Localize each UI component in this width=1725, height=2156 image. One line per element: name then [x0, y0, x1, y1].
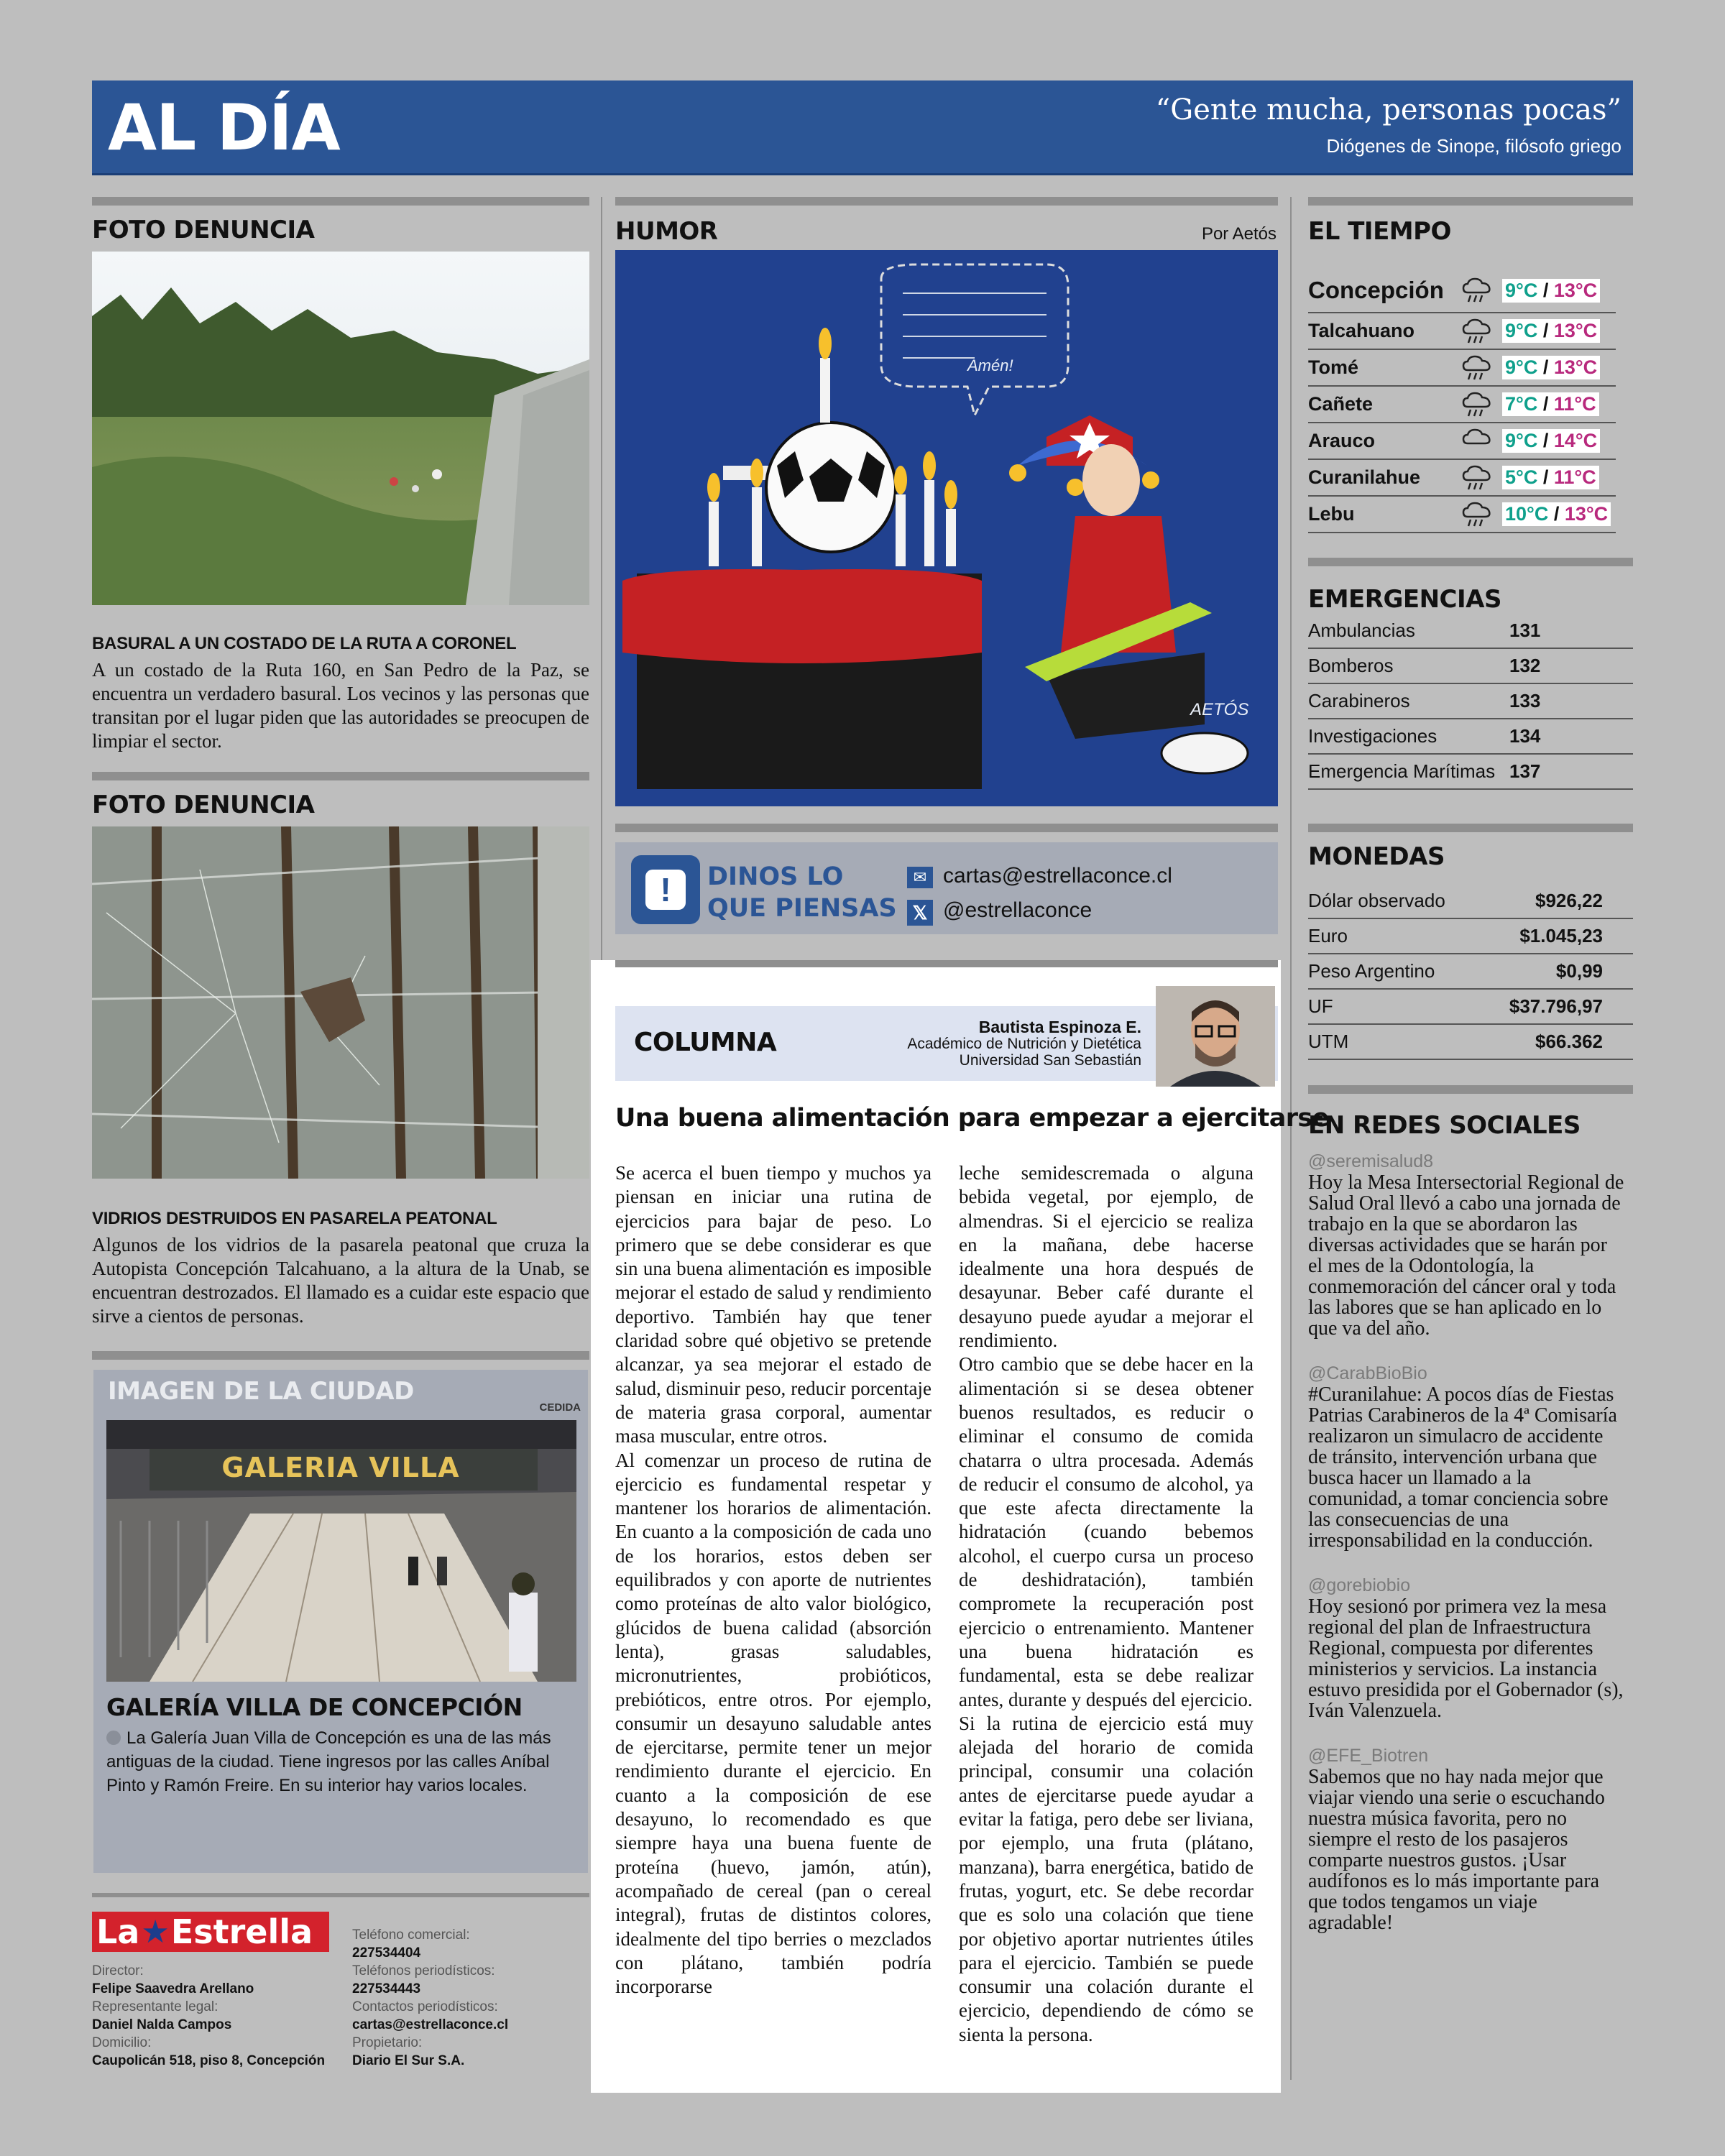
columna-headline: Una buena alimentación para empezar a ejercitarse [615, 1104, 1329, 1133]
temp-max: 11°C [1553, 393, 1596, 415]
emergency-row [1308, 755, 1633, 790]
emergency-row [1308, 719, 1633, 755]
temp-min: 7°C [1505, 393, 1538, 415]
foto2-photo [92, 826, 589, 1179]
rule [92, 772, 589, 780]
social-post [1308, 1151, 1624, 1339]
weather-temp [1502, 279, 1600, 303]
temp-min: 9°C [1505, 320, 1538, 341]
currency-row [1308, 990, 1633, 1025]
author-photo [1156, 986, 1275, 1087]
weather-row [1308, 460, 1616, 497]
humor-byline: Por Aetós [1201, 224, 1276, 244]
temp-max: 13°C [1553, 320, 1598, 341]
rule [1308, 558, 1633, 566]
emergency-name: Ambulancias [1308, 619, 1415, 641]
rain-cloud-icon [1452, 391, 1502, 418]
columna-header [615, 1006, 1278, 1081]
star-icon: ★ [141, 1914, 170, 1950]
rain-cloud-icon [1452, 318, 1502, 345]
foto2-caption-body: Algunos de los vidrios de la pasarela peatonal que cruza la Autopista Concepción Talcahuano, a la altura de la Unab, se encuentran destrozados. El llamado es a cuidar este espacio que sirve a cientos de personas. [92, 1234, 589, 1327]
weather-temp [1502, 429, 1600, 453]
weather-row [1308, 423, 1616, 460]
masthead-right: Teléfono comercial: 227534404 Teléfonos periodísticos: 227534443 Contactos periodísticos: cartas@estrellaconce.cl Propietario: Diario El Sur S.A. [352, 1927, 509, 2068]
columna-col1: Se acerca el buen tiempo y muchos ya piensan en iniciar una rutina de ejercicios para bajar de peso. Lo primero que se debe considerar es que sin una buena alimentación es imposible mejorar el estado de salud y rendimiento deportivo. También hay que tener claridad sobre qué objetivo se pretende alcanzar, ya sea mejorar el estado de salud, disminuir peso, reducir porcentaje de materia grasa corporal, aumentar masa muscular, entre otros. Al comenzar un proceso de rutina de ejercicio es fundamental respetar y mantener los horarios de alimentación. En cuanto a la composición de cada uno de los horarios, estos deben ser equilibrados y con aporte de nutrientes como proteínas de alto valor biológico, glúcidos de buena calidad (absorción lenta), grasas saludables, micronutrientes, probióticos, prebióticos, entre otros. Por ejemplo, consumir un desayuno saludable antes de ejercitarse, permite tener un mejor rendimiento durante el ejercicio. En cuanto a la composición de ese desayuno, lo recomendado es que siempre haya una buena fuente de proteína (huevo, jamón, atún), acompañado de cereal (pan o cereal integral), frutas de distintos colores, idealmente del tipo berries o mezclados con plátano, también podría incorporarse [615, 1162, 932, 1998]
weather-temp [1502, 319, 1600, 343]
social-handle: @gorebiobio [1308, 1575, 1411, 1595]
currency-value: $1.045,23 [1519, 925, 1603, 946]
temp-min: 5°C [1505, 466, 1538, 488]
ciudad-box [93, 1370, 588, 1873]
columna-col2: leche semidescremada o alguna bebida vegetal, por ejemplo, de almendras. Si el ejercicio se realiza en la mañana, debe hacerse idealmente una hora después de desayunar. Beber café durante el desayuno puede ayudar a mejorar el rendimiento. Otro cambio que se debe hacer en la alimentación si se desea obtener buenos resultados, es reducir o eliminar el consumo de comida chatarra o ultra procesada. Además de reducir el consumo de alcohol, ya que este afecta directamente la hidratación (cuando bebemos alcohol, el cuerpo cursa un proceso de deshidratación), también compromete la recuperación post ejercicio o entrenamiento. Mantener una buena hidratación es fundamental, esta se debe realizar antes, durante y después del ejercicio. Si la rutina de ejercicio está muy alejada del horario de comida principal, consumir una colación antes de ejercitarse puede ayudar a evitar la fatiga, pero debe ser liviana, por ejemplo, una fruta (plátano, manzana), barra energética, batido de frutas, yogurt, etc. Se debe recordar que es solo una colación que tiene por objetivo aportar nutrientes útiles para el ejercicio. También se puede consumir una colación durante el ejercicio, dependiendo de cómo se sienta la persona. [959, 1162, 1254, 2045]
header-quote: “Gente mucha, personas pocas” [1155, 93, 1622, 126]
foto1-section-title: FOTO DENUNCIA [92, 216, 315, 244]
emergency-name: Emergencia Marítimas [1308, 760, 1496, 782]
temp-max: 14°C [1553, 430, 1598, 451]
social-post [1308, 1746, 1624, 1933]
tiempo-section-title: EL TIEMPO [1308, 217, 1451, 246]
x-logo-icon: 𝕏 [907, 900, 933, 926]
currency-name: Euro [1308, 925, 1348, 946]
currency-row [1308, 1025, 1633, 1060]
currency-name: Peso Argentino [1308, 960, 1435, 982]
weather-row [1308, 387, 1616, 423]
humor-cartoon [615, 250, 1278, 806]
temp-min: 10°C [1505, 503, 1549, 525]
photo-credit: CEDIDA [539, 1401, 581, 1414]
emergencias-table [1308, 614, 1633, 790]
humor-section-title: HUMOR [615, 217, 718, 246]
weather-table [1308, 269, 1616, 533]
temp-max: 11°C [1553, 466, 1596, 488]
temp-separator: / [1537, 356, 1554, 378]
columna-author-block: Bautista Espinoza E. Académico de Nutrición y Dietética Universidad San Sebastián [907, 1018, 1141, 1069]
ciudad-caption-title: GALERÍA VILLA DE CONCEPCIÓN [106, 1693, 523, 1721]
column-divider [1290, 197, 1292, 2080]
social-text: Hoy la Mesa Intersectorial Regional de Salud Oral llevó a cabo una jornada de trabajo en la que se abordaron las diversas actividades que se harán por el mes de la Odontología, la conmemoración del cáncer oral y toda las labores que se han aplicado en lo que va del año. [1308, 1171, 1624, 1340]
currency-name: Dólar observado [1308, 890, 1445, 911]
rain-cloud-icon [1452, 464, 1502, 492]
dinos-x-handle[interactable]: @estrellaconce [943, 898, 1092, 922]
temp-max: 13°C [1553, 279, 1598, 301]
weather-city: Lebu [1308, 503, 1355, 525]
social-text: Hoy sesionó por primera vez la mesa regional del plan de Infraestructura Regional, compuesta por diferentes ministerios y servicios. La instancia estuvo presidida por el Gobernador (s), Iván Valenzuela. [1308, 1595, 1624, 1722]
rule [615, 197, 1278, 206]
weather-row [1308, 497, 1616, 533]
temp-separator: / [1537, 279, 1554, 301]
temp-max: 13°C [1553, 356, 1598, 378]
weather-city: Cañete [1308, 393, 1374, 415]
currency-name: UTM [1308, 1031, 1349, 1052]
weather-row [1308, 269, 1616, 313]
currency-value: $66.362 [1535, 1031, 1603, 1052]
monedas-section-title: MONEDAS [1308, 842, 1445, 871]
emergency-number: 137 [1509, 760, 1541, 782]
social-handle: @EFE_Biotren [1308, 1746, 1429, 1766]
bullet-icon [106, 1731, 121, 1745]
mail-icon: ✉ [907, 867, 933, 888]
ciudad-photo [106, 1420, 576, 1682]
foto2-section-title: FOTO DENUNCIA [92, 791, 315, 819]
weather-temp [1502, 502, 1611, 526]
currency-value: $926,22 [1535, 890, 1603, 911]
weather-temp [1502, 392, 1599, 416]
temp-min: 9°C [1505, 356, 1538, 378]
rain-cloud-icon [1452, 277, 1502, 304]
currency-value: $0,99 [1555, 960, 1603, 982]
weather-row [1308, 313, 1616, 350]
social-handle: @seremisalud8 [1308, 1151, 1434, 1171]
social-post [1308, 1575, 1624, 1721]
rule [92, 1893, 589, 1897]
rule [615, 960, 1278, 967]
emergency-name: Bomberos [1308, 655, 1394, 676]
emergency-row [1308, 649, 1633, 684]
currency-row [1308, 954, 1633, 990]
foto2-caption-title: VIDRIOS DESTRUIDOS EN PASARELA PEATONAL [92, 1209, 497, 1228]
masthead-left: Director: Felipe Saavedra Arellano Representante legal: Daniel Nalda Campos Domicilio: Caupolicán 518, piso 8, Concepción [92, 1963, 326, 2068]
emergency-name: Investigaciones [1308, 725, 1438, 747]
galeria-sign: GALERIA VILLA [221, 1452, 460, 1483]
temp-separator: / [1537, 320, 1554, 341]
emergency-number: 133 [1509, 690, 1541, 711]
monedas-table [1308, 884, 1633, 1060]
estrella-logo: La ★ Estrella [92, 1912, 329, 1952]
temp-max: 13°C [1564, 503, 1609, 525]
rule [1308, 1085, 1633, 1094]
rule [1308, 197, 1633, 206]
emergency-row [1308, 614, 1633, 649]
rain-cloud-icon [1452, 354, 1502, 382]
rain-cloud-icon [1452, 501, 1502, 528]
weather-city: Concepción [1308, 277, 1444, 303]
emergency-name: Carabineros [1308, 690, 1410, 711]
temp-min: 9°C [1505, 430, 1538, 451]
weather-row [1308, 350, 1616, 387]
temp-separator: / [1537, 466, 1554, 488]
dinos-box [615, 842, 1278, 934]
rule [92, 1351, 589, 1360]
redes-list [1308, 1151, 1624, 1958]
weather-temp [1502, 466, 1599, 489]
dinos-email[interactable]: cartas@estrellaconce.cl [943, 864, 1172, 888]
rule [92, 197, 589, 206]
currency-value: $37.796,97 [1509, 995, 1603, 1017]
dinos-title: DINOS LO QUE PIENSAS [707, 862, 897, 923]
weather-city: Talcahuano [1308, 320, 1415, 341]
foto1-photo [92, 252, 589, 605]
cloud-icon [1452, 428, 1502, 455]
redes-section-title: EN REDES SOCIALES [1308, 1111, 1581, 1140]
speech-bubble-icon: ! [631, 855, 700, 924]
foto1-caption-body: A un costado de la Ruta 160, en San Pedro de la Paz, se encuentra un verdadero basural. Los vecinos y las personas que transitan por el lugar piden que las autoridades se preocupen de limpiar el sector. [92, 659, 589, 752]
weather-city: Arauco [1308, 430, 1376, 451]
rule [615, 824, 1278, 832]
cartoonist-signature: AETÓS [1190, 700, 1249, 719]
ciudad-caption-body: La Galería Juan Villa de Concepción es una de las más antiguas de la ciudad. Tiene ingresos por las calles Aníbal Pinto y Ramón Freire. En su interior hay varios locales. [106, 1728, 551, 1795]
bubble-text: Amén! [967, 356, 1013, 374]
emergency-number: 131 [1509, 619, 1541, 641]
social-text: Sabemos que no hay nada mejor que viajar viendo una serie o escuchando nuestra música favorita, pero no siempre el resto de los pasajeros comparte nuestros gustos. ¡Usar audífonos es lo más importante para que todos tengamos un viaje agradable! [1308, 1766, 1605, 1934]
social-handle: @CarabBioBio [1308, 1363, 1427, 1383]
weather-temp [1502, 356, 1600, 379]
foto1-caption-title: BASURAL A UN COSTADO DE LA RUTA A CORONEL [92, 634, 517, 653]
social-text: #Curanilahue: A pocos días de Fiestas Patrias Carabineros de la 4ª Comisaría realizaron un simulacro de accidente de tránsito, intervención urbana que busca hacer un llamado a la comunidad, a tomar conciencia sobre las consecuencias de una irresponsabilidad en la conducción. [1308, 1383, 1617, 1552]
temp-separator: / [1537, 430, 1554, 451]
weather-city: Tomé [1308, 356, 1359, 378]
temp-separator: / [1537, 393, 1554, 415]
section-title: AL DÍA [108, 91, 340, 165]
currency-row [1308, 884, 1633, 919]
weather-city: Curanilahue [1308, 466, 1421, 488]
temp-min: 9°C [1505, 279, 1538, 301]
emergency-number: 132 [1509, 655, 1541, 676]
currency-row [1308, 919, 1633, 954]
section-header [92, 80, 1633, 175]
emergencias-section-title: EMERGENCIAS [1308, 585, 1501, 614]
emergency-row [1308, 684, 1633, 719]
temp-separator: / [1548, 503, 1565, 525]
quote-author: Diógenes de Sinope, filósofo griego [1326, 135, 1622, 157]
ciudad-section-title: IMAGEN DE LA CIUDAD [108, 1377, 414, 1406]
social-post [1308, 1363, 1624, 1551]
currency-name: UF [1308, 995, 1333, 1017]
columna-label: COLUMNA [634, 1028, 777, 1057]
emergency-number: 134 [1509, 725, 1541, 747]
rule [1308, 824, 1633, 832]
